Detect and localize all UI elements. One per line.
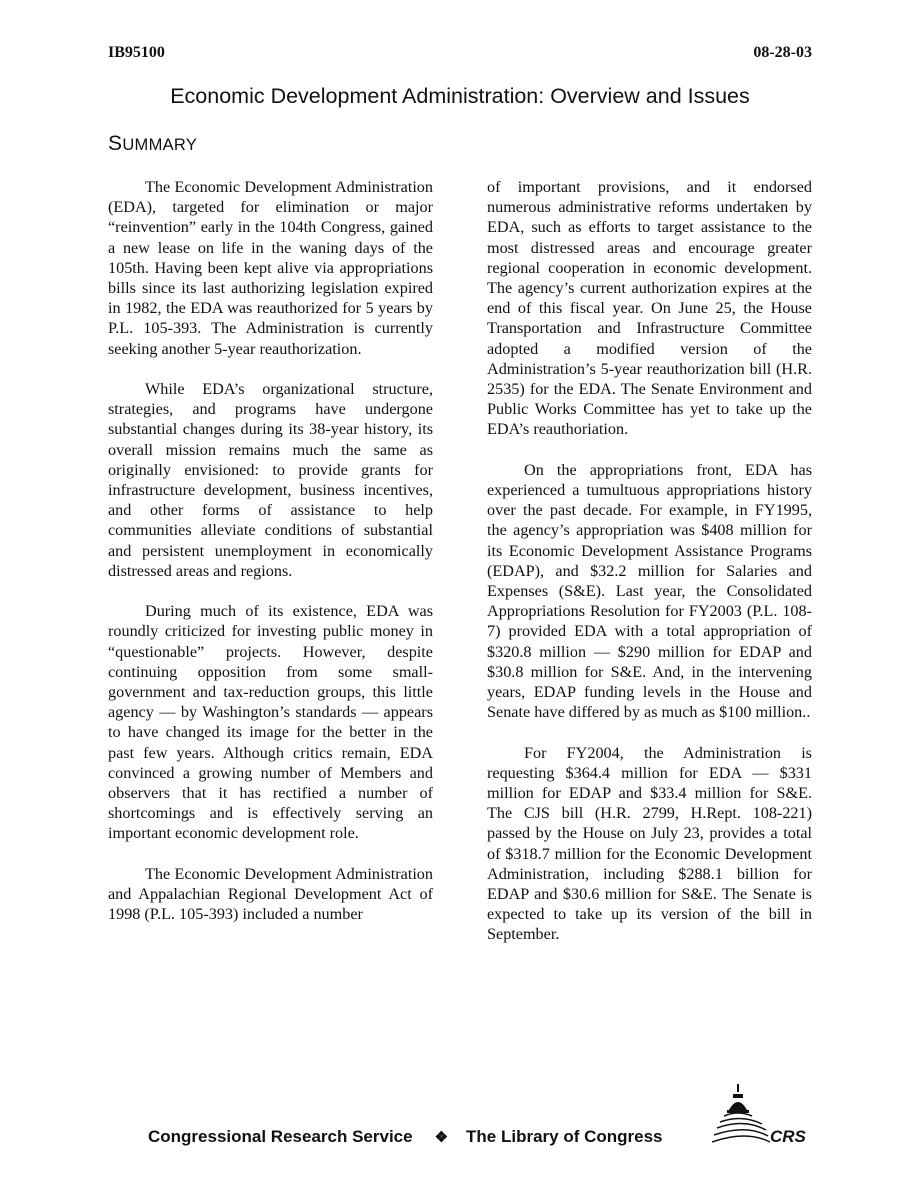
footer xyxy=(148,1127,663,1147)
paragraph: For FY2004, the Administration is requesting $364.4 million for EDA — $331 million for EDAP and $33.4 million for S&E. The CJS bill (H.R. 2799, H.Rept. 108-221) passed by the House on July 23, provides a total of $318.7 million for the Economic Development Administration, including $288.1 billion for EDAP and $30.6 million for S&E. The Senate is expected to take up its version of the bill in September. xyxy=(487,743,812,944)
paragraph: The Economic Development Administration (EDA), targeted for elimination or major “reinvention” early in the 104th Congress, gained a new lease on life in the waning days of the 105th. Having been kept alive via appropriations bills since its last authorizing legislation expired in 1982, the EDA was reauthorized for 5 years by P.L. 105-393. The Administration is currently seeking another 5-year reauthorization. xyxy=(108,178,433,358)
paragraph: On the appropriations front, EDA has experienced a tumultuous appropriations history over the past decade. For example, in FY1995, the agency’s appropriation was $408 million for its Economic Development Assistance Programs (EDAP), and $32.2 million for Salaries and Expenses (S&E). Last year, the Consolidated Appropriations Resolution for FY2003 (P.L. 108-7) provided EDA with a total appropriation of $320.8 million — $290 million for EDAP and $30.8 million for S&E. And, in the intervening years, EDAP funding levels in the House and Senate have differed by as much as $100 million.. xyxy=(487,460,812,722)
left-column xyxy=(108,177,433,945)
paragraph: While EDA’s organizational structure, strategies, and programs have undergone substantial changes during its 38-year history, its overall mission remains much the same as originally envisioned: to provide grants for infrastructure development, business incentives, and other forms of assistance to help communities alleviate conditions of substantial and persistent unemployment in economically distressed areas and regions. xyxy=(108,380,433,580)
crs-logo-text: CRS xyxy=(770,1127,806,1146)
paragraph: During much of its existence, EDA was roundly criticized for investing public money in “questionable” projects. However, despite continuing opposition from some small-government and tax-reduction groups, this little agency — by Washington’s standards — appears to have changed its image for the better in the past few years. Although critics remain, EDA convinced a growing number of Members and observers that it has rectified a number of shortcomings and is effectively serving an important economic development role. xyxy=(108,602,433,843)
diamond-separator-icon: ❖ xyxy=(434,1129,449,1146)
page-title: Economic Development Administration: Overview and Issues xyxy=(170,84,750,108)
crs-capitol-logo-icon xyxy=(712,1080,812,1148)
paragraph: of important provisions, and it endorsed numerous administrative reforms undertaken by EDA, such as efforts to target assistance to the most distressed areas and encourage greater regional cooperation in economic development. The agency’s current authorization expires at the end of this fiscal year. On June 25, the House Transportation and Infrastructure Committee adopted a modified version of the Administration’s 5-year reauthorization bill (H.R. 2535) for the EDA. The Senate Environment and Public Works Committee has yet to take up the EDA’s reauthoriation. xyxy=(487,178,812,439)
document-id: IB95100 xyxy=(108,44,165,61)
footer-library-name: The Library of Congress xyxy=(466,1127,663,1146)
right-column xyxy=(487,177,812,965)
paragraph: The Economic Development Administration and Appalachian Regional Development Act of 1998 (P.L. 105-393) included a number xyxy=(108,864,433,924)
section-heading-text: SUMMARY xyxy=(108,132,198,155)
section-heading xyxy=(108,132,197,156)
footer-org-name: Congressional Research Service xyxy=(148,1127,413,1146)
document-date: 08-28-03 xyxy=(753,44,812,61)
